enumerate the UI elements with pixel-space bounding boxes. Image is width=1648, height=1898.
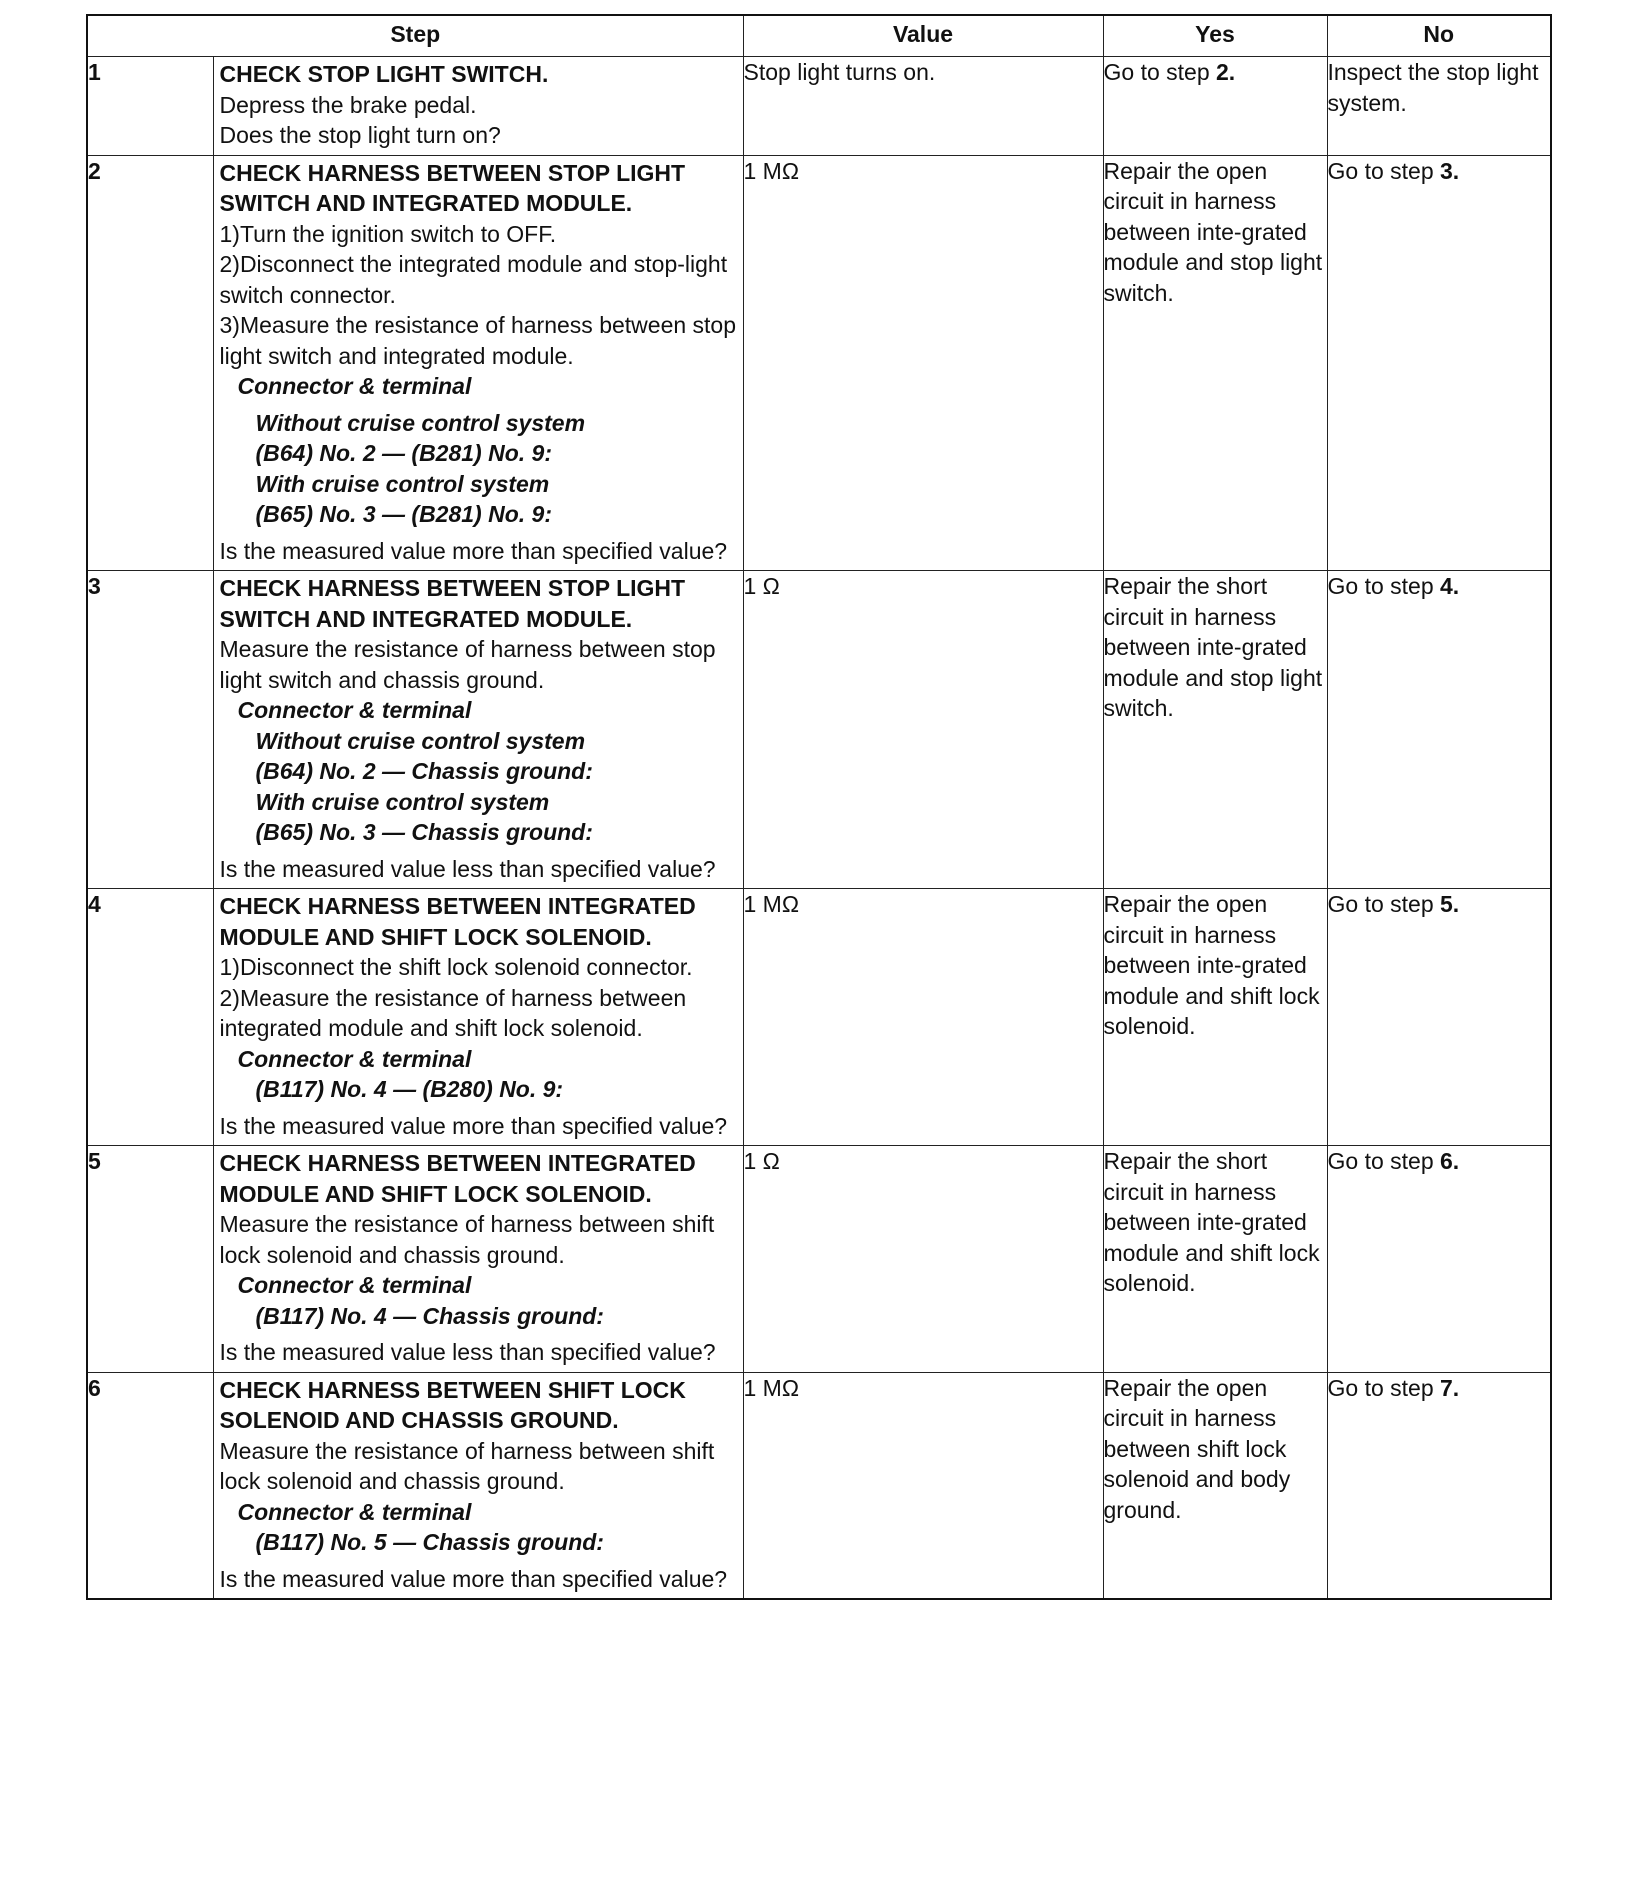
terminal-line: (B117) No. 4 — Chassis ground:: [255, 1302, 604, 1329]
step-line: Measure the resistance of harness between shift lock solenoid and chassis ground.: [219, 1211, 715, 1268]
step-description: [213, 57, 743, 156]
yes-cell: Repair the open circuit in harness between inte-grated module and shift lock solenoid.: [1103, 889, 1327, 1146]
table-row: [87, 571, 1551, 889]
no-text: Go to step: [1327, 1148, 1441, 1174]
diagnostic-table: [86, 14, 1552, 1600]
step-question: Is the measured value more than specified value?: [219, 537, 728, 564]
header-yes: Yes: [1103, 15, 1327, 57]
header-no: No: [1327, 15, 1551, 57]
step-line: Depress the brake pedal.: [219, 91, 477, 118]
step-title: CHECK STOP LIGHT SWITCH.: [219, 61, 549, 87]
value-cell: 1 MΩ: [743, 1372, 1103, 1599]
no-cell: [1327, 889, 1551, 1146]
no-step-ref: 3.: [1440, 157, 1460, 184]
value-cell: 1 Ω: [743, 1146, 1103, 1373]
step-description: [213, 1146, 743, 1373]
value-cell: 1 MΩ: [743, 889, 1103, 1146]
step-question: Is the measured value less than specified value?: [219, 855, 716, 882]
step-number: 2: [87, 155, 213, 571]
value-cell: Stop light turns on.: [743, 57, 1103, 156]
header-value: Value: [743, 15, 1103, 57]
no-step-ref: 6.: [1440, 1148, 1460, 1174]
terminal-line: Without cruise control system: [255, 409, 586, 436]
step-line: Measure the resistance of harness between stop light switch and chassis ground.: [219, 636, 716, 693]
step-description: [213, 1372, 743, 1599]
no-cell: [1327, 155, 1551, 571]
no-cell: Inspect the stop light system.: [1327, 57, 1551, 156]
step-number: 4: [87, 889, 213, 1146]
connector-label: Connector & terminal: [237, 1498, 472, 1525]
yes-cell: Repair the short circuit in harness between inte-grated module and stop light switch.: [1103, 571, 1327, 889]
no-text: Go to step: [1327, 157, 1441, 184]
no-step-ref: 4.: [1440, 573, 1460, 599]
yes-cell: Repair the short circuit in harness between inte-grated module and shift lock solenoid.: [1103, 1146, 1327, 1373]
step-question: Is the measured value more than specified value?: [219, 1112, 728, 1139]
terminal-line: (B65) No. 3 — (B281) No. 9:: [255, 501, 552, 527]
no-text: Go to step: [1327, 573, 1441, 599]
step-description: [213, 155, 743, 571]
step-question: Is the measured value more than specified value?: [219, 1565, 728, 1592]
step-description: [213, 571, 743, 889]
no-text: Go to step: [1327, 1374, 1441, 1401]
step-line: 2)Measure the resistance of harness between integrated module and shift lock solenoid.: [219, 984, 687, 1041]
step-line: Measure the resistance of harness between shift lock solenoid and chassis ground.: [219, 1437, 715, 1494]
step-number: 5: [87, 1146, 213, 1373]
step-title: CHECK HARNESS BETWEEN STOP LIGHT SWITCH AND INTEGRATED MODULE.: [219, 159, 686, 216]
connector-label: Connector & terminal: [237, 373, 472, 399]
no-step-ref: 5.: [1440, 891, 1460, 917]
table-row: [87, 889, 1551, 1146]
no-step-ref: 7.: [1440, 1374, 1460, 1401]
step-number: 6: [87, 1372, 213, 1599]
yes-cell: Repair the open circuit in harness between inte-grated module and stop light switch.: [1103, 155, 1327, 571]
no-cell: [1327, 1372, 1551, 1599]
table-row: [87, 57, 1551, 156]
header-step: Step: [87, 15, 743, 57]
yes-text: Go to step: [1103, 59, 1217, 85]
terminal-line: (B65) No. 3 — Chassis ground:: [255, 819, 593, 845]
connector-label: Connector & terminal: [237, 1272, 472, 1298]
terminal-line: With cruise control system: [255, 788, 550, 815]
connector-label: Connector & terminal: [237, 1045, 472, 1072]
terminal-line: (B117) No. 5 — Chassis ground:: [255, 1529, 604, 1555]
step-number: 1: [87, 57, 213, 156]
step-description: [213, 889, 743, 1146]
table-row: [87, 1372, 1551, 1599]
step-line: 1)Disconnect the shift lock solenoid connector.: [219, 954, 693, 980]
terminal-line: (B117) No. 4 — (B280) No. 9:: [255, 1076, 564, 1102]
step-line: Does the stop light turn on?: [219, 122, 501, 148]
yes-step-ref: 2.: [1216, 59, 1236, 85]
step-line: 1)Turn the ignition switch to OFF.: [219, 220, 557, 247]
terminal-line: (B64) No. 2 — (B281) No. 9:: [255, 440, 552, 466]
step-title: CHECK HARNESS BETWEEN SHIFT LOCK SOLENOID AND CHASSIS GROUND.: [219, 1376, 686, 1433]
step-title: CHECK HARNESS BETWEEN INTEGRATED MODULE AND SHIFT LOCK SOLENOID.: [219, 1150, 696, 1207]
step-title: CHECK HARNESS BETWEEN INTEGRATED MODULE AND SHIFT LOCK SOLENOID.: [219, 893, 696, 950]
step-number: 3: [87, 571, 213, 889]
value-cell: 1 Ω: [743, 571, 1103, 889]
terminal-line: (B64) No. 2 — Chassis ground:: [255, 758, 593, 784]
yes-cell: [1103, 57, 1327, 156]
step-line: 3)Measure the resistance of harness between stop light switch and integrated module.: [219, 312, 737, 369]
yes-cell: Repair the open circuit in harness between shift lock solenoid and body ground.: [1103, 1372, 1327, 1599]
no-cell: [1327, 571, 1551, 889]
step-title: CHECK HARNESS BETWEEN STOP LIGHT SWITCH AND INTEGRATED MODULE.: [219, 575, 686, 632]
no-cell: [1327, 1146, 1551, 1373]
terminal-line: Without cruise control system: [255, 727, 586, 754]
no-text: Go to step: [1327, 891, 1441, 917]
terminal-line: With cruise control system: [255, 470, 550, 497]
header-row: [87, 15, 1551, 57]
table-row: [87, 1146, 1551, 1373]
connector-label: Connector & terminal: [237, 697, 472, 723]
value-cell: 1 MΩ: [743, 155, 1103, 571]
step-question: Is the measured value less than specified value?: [219, 1339, 716, 1365]
table-row: [87, 155, 1551, 571]
step-line: 2)Disconnect the integrated module and stop-light switch connector.: [219, 251, 728, 308]
